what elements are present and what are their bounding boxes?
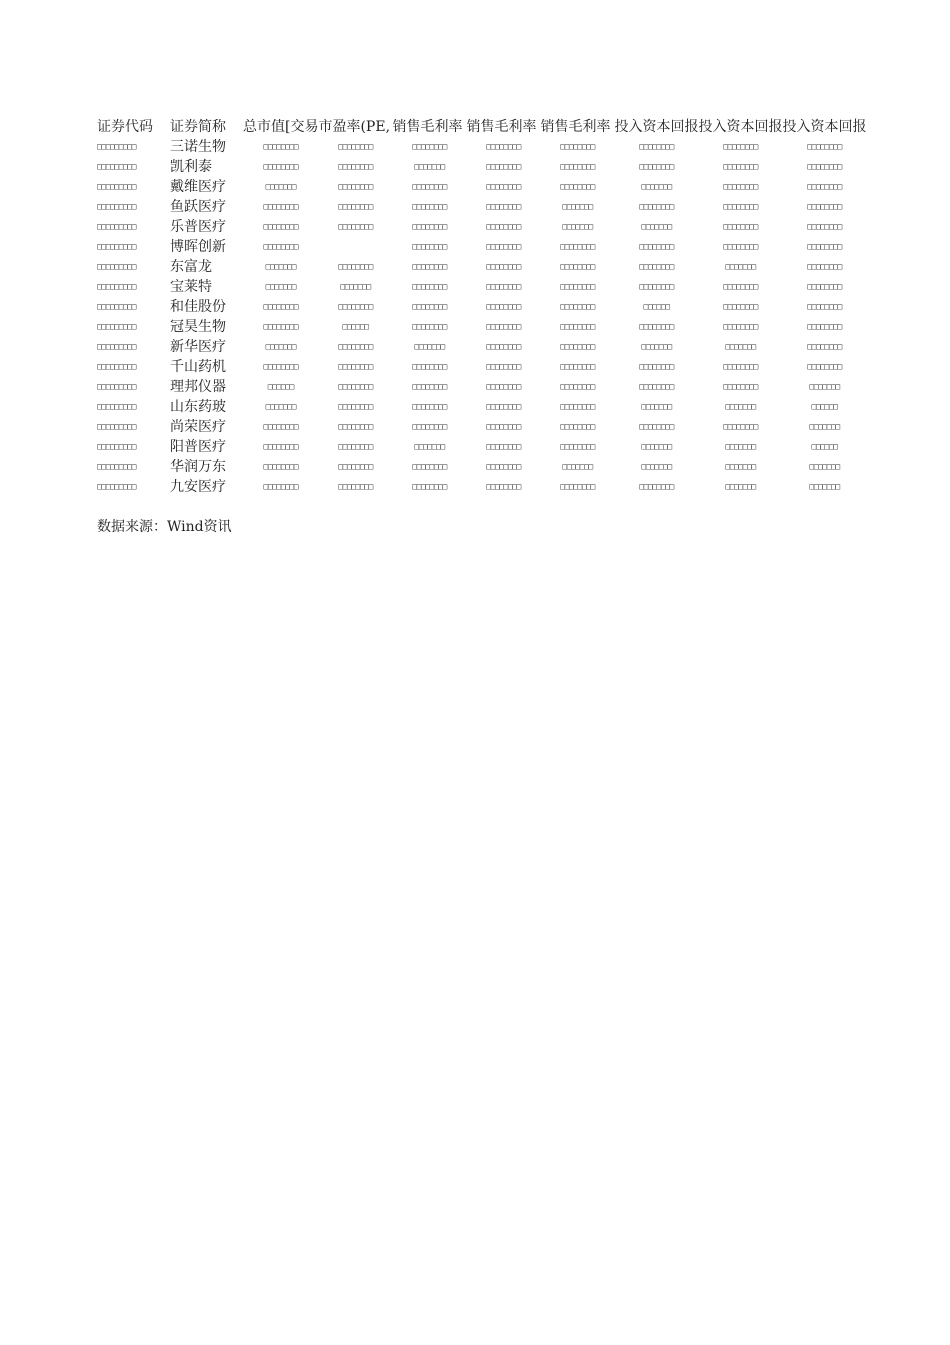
value-cell: □□□□□□□□ — [560, 142, 595, 151]
value-cell: □□□□□□□ — [641, 342, 672, 351]
value-cell: □□□□□□□□ — [263, 362, 298, 371]
value-cell: □□□□□□□ — [414, 442, 445, 451]
value-cell: □□□□□□□□ — [338, 422, 373, 431]
value-cell: □□□□□□ — [811, 402, 838, 411]
value-cell: □□□□□□□□ — [639, 262, 674, 271]
value-cell: □□□□□□□□ — [338, 222, 373, 231]
value-cell: □□□□□□□ — [414, 342, 445, 351]
table-row — [97, 317, 866, 337]
value-cell: □□□□□□□□ — [338, 462, 373, 471]
security-name-cell: 阳普医疗 — [170, 439, 226, 455]
value-cell: □□□□□□□□ — [412, 422, 447, 431]
value-cell: □□□□□□□ — [265, 402, 296, 411]
value-cell: □□□□□□□□ — [263, 222, 298, 231]
security-name-cell: 华润万东 — [170, 459, 226, 475]
security-name-cell: 乐普医疗 — [170, 219, 226, 235]
value-cell: □□□□□□□□ — [560, 362, 595, 371]
security-code-cell: □□□□□□□□□ — [97, 482, 136, 491]
value-cell: □□□□□□□□ — [807, 222, 842, 231]
header-cell: 销售毛利率 — [540, 119, 611, 135]
security-name-cell: 博晖创新 — [170, 239, 226, 255]
table-row — [97, 377, 866, 397]
value-cell: □□□□□□□□ — [412, 462, 447, 471]
security-name-cell: 山东药玻 — [170, 399, 226, 415]
value-cell: □□□□□□□□ — [412, 222, 447, 231]
value-cell: □□□□□□□□ — [412, 242, 447, 251]
value-cell: □□□□□□□ — [809, 422, 840, 431]
security-code-cell: □□□□□□□□□ — [97, 262, 136, 271]
table-row — [97, 417, 866, 437]
value-cell: □□□□□□□□ — [486, 182, 521, 191]
value-cell: □□□□□□□□ — [560, 282, 595, 291]
value-cell: □□□□□□□□ — [338, 342, 373, 351]
value-cell: □□□□□□□□ — [486, 382, 521, 391]
value-cell: □□□□□□□ — [725, 442, 756, 451]
security-name-cell: 尚荣医疗 — [170, 419, 226, 435]
value-cell: □□□□□□□□ — [486, 302, 521, 311]
value-cell: □□□□□□□□ — [412, 202, 447, 211]
value-cell: □□□□□□□□ — [486, 142, 521, 151]
security-code-cell: □□□□□□□□□ — [97, 422, 136, 431]
value-cell: □□□□□□□ — [641, 402, 672, 411]
security-code-cell: □□□□□□□□□ — [97, 402, 136, 411]
value-cell: □□□□□□ — [811, 442, 838, 451]
value-cell: □□□□□□□□ — [412, 402, 447, 411]
security-code-cell: □□□□□□□□□ — [97, 342, 136, 351]
table-row — [97, 477, 866, 497]
value-cell: □□□□□□□□ — [486, 162, 521, 171]
value-cell: □□□□□□□□ — [639, 142, 674, 151]
security-code-cell: □□□□□□□□□ — [97, 362, 136, 371]
security-code-cell: □□□□□□□□□ — [97, 382, 136, 391]
value-cell: □□□□□□□□ — [807, 342, 842, 351]
value-cell: □□□□□□□ — [725, 342, 756, 351]
value-cell: □□□□□□□□ — [723, 222, 758, 231]
value-cell: □□□□□□□□ — [723, 162, 758, 171]
security-code-cell: □□□□□□□□□ — [97, 462, 136, 471]
value-cell: □□□□□□□ — [265, 262, 296, 271]
header-cell: 证券代码 — [97, 119, 153, 135]
value-cell: □□□□□□□□ — [807, 202, 842, 211]
header-row — [97, 117, 866, 137]
value-cell: □□□□□□□□ — [560, 242, 595, 251]
table-row — [97, 457, 866, 477]
value-cell: □□□□□□□□ — [486, 282, 521, 291]
value-cell: □□□□□□□□ — [807, 322, 842, 331]
value-cell: □□□□□□□□ — [560, 322, 595, 331]
value-cell: □□□□□□□□ — [338, 362, 373, 371]
value-cell: □□□□□□□ — [641, 462, 672, 471]
value-cell: □□□□□□□ — [725, 402, 756, 411]
header-cell: 销售毛利率 — [466, 119, 537, 135]
security-code-cell: □□□□□□□□□ — [97, 162, 136, 171]
table-row — [97, 217, 866, 237]
value-cell: □□□□□□□□ — [412, 282, 447, 291]
value-cell: □□□□□□□□ — [412, 382, 447, 391]
value-cell: □□□□□□□□ — [338, 202, 373, 211]
value-cell: □□□□□□□□ — [412, 262, 447, 271]
table-row — [97, 137, 866, 157]
table-row — [97, 437, 866, 457]
value-cell: □□□□□□□□ — [807, 302, 842, 311]
value-cell: □□□□□□□□ — [560, 402, 595, 411]
value-cell: □□□□□□□□ — [338, 162, 373, 171]
value-cell: □□□□□□□□ — [486, 442, 521, 451]
value-cell: □□□□□□□□ — [486, 482, 521, 491]
value-cell: □□□□□□□□ — [639, 162, 674, 171]
value-cell: □□□□□□□□ — [560, 182, 595, 191]
security-code-cell: □□□□□□□□□ — [97, 282, 136, 291]
security-name-cell: 宝莱特 — [170, 279, 212, 295]
value-cell: □□□□□□□□ — [807, 262, 842, 271]
table-row — [97, 397, 866, 417]
value-cell: □□□□□□□□ — [723, 282, 758, 291]
security-code-cell: □□□□□□□□□ — [97, 222, 136, 231]
value-cell: □□□□□□□ — [641, 442, 672, 451]
value-cell: □□□□□□□□ — [263, 462, 298, 471]
table-row — [97, 257, 866, 277]
security-name-cell: 凯利泰 — [170, 159, 212, 175]
table-row — [97, 197, 866, 217]
value-cell: □□□□□□□□ — [263, 422, 298, 431]
value-cell: □□□□□□□ — [340, 282, 371, 291]
stock-table — [97, 117, 866, 497]
value-cell: □□□□□□□□ — [338, 262, 373, 271]
value-cell: □□□□□□□ — [562, 222, 593, 231]
table-row — [97, 357, 866, 377]
value-cell: □□□□□□□□ — [263, 302, 298, 311]
value-cell: □□□□□□□ — [809, 382, 840, 391]
value-cell: □□□□□□□□ — [338, 482, 373, 491]
value-cell: □□□□□□□ — [641, 222, 672, 231]
security-name-cell: 三诺生物 — [170, 139, 226, 155]
value-cell: □□□□□□□□ — [486, 342, 521, 351]
header-cell: 市盈率(PE, — [318, 119, 391, 135]
value-cell: □□□□□□□□ — [338, 402, 373, 411]
table-row — [97, 237, 866, 257]
value-cell: □□□□□□□□ — [263, 482, 298, 491]
value-cell: □□□□□□□□ — [263, 162, 298, 171]
value-cell: □□□□□□□□ — [412, 142, 447, 151]
value-cell: □□□□□□□□ — [723, 242, 758, 251]
value-cell: □□□□□□□□ — [263, 322, 298, 331]
security-name-cell: 千山药机 — [170, 359, 226, 375]
value-cell: □□□□□□□□ — [486, 422, 521, 431]
value-cell: □□□□□□□□ — [263, 242, 298, 251]
value-cell: □□□□□□□ — [562, 462, 593, 471]
value-cell: □□□□□□□□ — [412, 362, 447, 371]
value-cell: □□□□□□□□ — [639, 362, 674, 371]
value-cell: □□□□□□□ — [265, 182, 296, 191]
header-cell: 销售毛利率 — [392, 119, 463, 135]
table-row — [97, 277, 866, 297]
value-cell: □□□□□□□□ — [263, 142, 298, 151]
value-cell: □□□□□□□□ — [486, 462, 521, 471]
security-code-cell: □□□□□□□□□ — [97, 142, 136, 151]
value-cell: □□□□□□□□ — [639, 242, 674, 251]
value-cell: □□□□□□□□ — [723, 422, 758, 431]
table-row — [97, 177, 866, 197]
value-cell: □□□□□□ — [342, 322, 369, 331]
value-cell: □□□□□□□□ — [338, 302, 373, 311]
value-cell: □□□□□□□□ — [807, 142, 842, 151]
security-name-cell: 鱼跃医疗 — [170, 199, 226, 215]
value-cell: □□□□□□□□ — [560, 302, 595, 311]
security-code-cell: □□□□□□□□□ — [97, 302, 136, 311]
value-cell: □□□□□□□□ — [560, 342, 595, 351]
security-name-cell: 戴维医疗 — [170, 179, 226, 195]
value-cell: □□□□□□□□ — [560, 422, 595, 431]
value-cell: □□□□□□□□ — [807, 162, 842, 171]
value-cell: □□□□□□□□ — [723, 382, 758, 391]
value-cell: □□□□□□□□ — [486, 202, 521, 211]
security-name-cell: 冠昊生物 — [170, 319, 226, 335]
value-cell: □□□□□□□ — [265, 282, 296, 291]
value-cell: □□□□□□□□ — [486, 322, 521, 331]
security-name-cell: 理邦仪器 — [170, 379, 226, 395]
header-cell: 总市值[交易 — [243, 119, 319, 135]
value-cell: □□□□□□□□ — [639, 202, 674, 211]
value-cell: □□□□□□□ — [562, 202, 593, 211]
security-name-cell: 东富龙 — [170, 259, 212, 275]
value-cell: □□□□□□□□ — [412, 302, 447, 311]
value-cell: □□□□□□ — [267, 382, 294, 391]
value-cell: □□□□□□□ — [725, 262, 756, 271]
value-cell: □□□□□□□□ — [560, 262, 595, 271]
value-cell: □□□□□□□ — [725, 462, 756, 471]
security-code-cell: □□□□□□□□□ — [97, 322, 136, 331]
security-code-cell: □□□□□□□□□ — [97, 182, 136, 191]
value-cell: □□□□□□□□ — [412, 482, 447, 491]
header-cell: 证券简称 — [170, 119, 226, 135]
value-cell: □□□□□□□□ — [639, 322, 674, 331]
value-cell: □□□□□□□□ — [807, 242, 842, 251]
value-cell: □□□□□□□□ — [338, 382, 373, 391]
security-code-cell: □□□□□□□□□ — [97, 202, 136, 211]
table-row — [97, 337, 866, 357]
value-cell: □□□□□□□□ — [560, 442, 595, 451]
value-cell: □□□□□□□□ — [807, 182, 842, 191]
value-cell: □□□□□□□□ — [723, 202, 758, 211]
security-name-cell: 新华医疗 — [170, 339, 226, 355]
value-cell: □□□□□□□□ — [807, 362, 842, 371]
value-cell: □□□□□□□□ — [560, 482, 595, 491]
value-cell: □□□□□□□□ — [723, 182, 758, 191]
table-row — [97, 297, 866, 317]
value-cell: □□□□□□□□ — [412, 322, 447, 331]
value-cell: □□□□□□□□ — [723, 142, 758, 151]
value-cell: □□□□□□□□ — [723, 302, 758, 311]
value-cell: □□□□□□□□ — [639, 282, 674, 291]
value-cell: □□□□□□□ — [414, 162, 445, 171]
value-cell: □□□□□□□□ — [639, 382, 674, 391]
security-name-cell: 和佳股份 — [170, 299, 226, 315]
table-body — [97, 137, 866, 497]
value-cell: □□□□□□□□ — [486, 362, 521, 371]
security-name-cell: 九安医疗 — [170, 479, 226, 495]
header-cell: 投入资本回报 — [614, 119, 699, 135]
value-cell: □□□□□□□□ — [807, 282, 842, 291]
spreadsheet-sheet — [97, 117, 866, 497]
value-cell: □□□□□□□□ — [639, 422, 674, 431]
value-cell: □□□□□□□□ — [560, 382, 595, 391]
table-row — [97, 157, 866, 177]
header-cell: 投入资本回报 — [782, 119, 867, 135]
value-cell: □□□□□□□□ — [486, 242, 521, 251]
value-cell: □□□□□□□ — [641, 182, 672, 191]
value-cell: □□□□□□□□ — [639, 482, 674, 491]
value-cell: □□□□□□ — [643, 302, 670, 311]
value-cell: □□□□□□□□ — [560, 162, 595, 171]
security-code-cell: □□□□□□□□□ — [97, 242, 136, 251]
value-cell: □□□□□□□□ — [723, 362, 758, 371]
value-cell: □□□□□□□ — [809, 482, 840, 491]
security-code-cell: □□□□□□□□□ — [97, 442, 136, 451]
value-cell: □□□□□□□ — [265, 342, 296, 351]
value-cell: □□□□□□□ — [809, 462, 840, 471]
header-cell: 投入资本回报 — [698, 119, 783, 135]
value-cell: □□□□□□□□ — [263, 202, 298, 211]
value-cell: □□□□□□□□ — [338, 442, 373, 451]
value-cell: □□□□□□□□ — [338, 182, 373, 191]
value-cell: □□□□□□□□ — [338, 142, 373, 151]
value-cell: □□□□□□□□ — [263, 442, 298, 451]
value-cell: □□□□□□□□ — [486, 402, 521, 411]
data-source-note: 数据来源：Wind资讯 — [97, 519, 232, 535]
value-cell: □□□□□□□ — [725, 482, 756, 491]
value-cell: □□□□□□□□ — [412, 182, 447, 191]
value-cell — [318, 237, 392, 257]
value-cell: □□□□□□□□ — [486, 222, 521, 231]
value-cell: □□□□□□□□ — [723, 322, 758, 331]
value-cell: □□□□□□□□ — [486, 262, 521, 271]
